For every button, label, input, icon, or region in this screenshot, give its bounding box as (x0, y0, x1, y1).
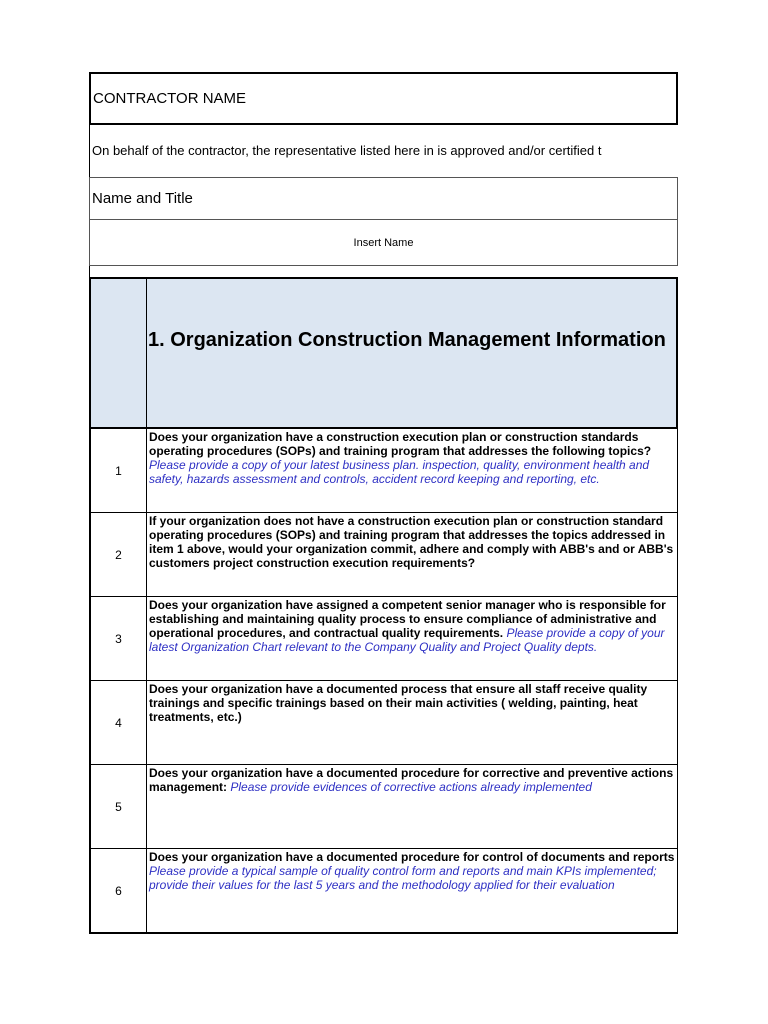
question-note: Please provide a copy of your latest business plan. inspection, quality, environment health and safety, hazards assessment and controls, accident record keeping and reporting, etc. (149, 458, 650, 486)
question-number: 4 (89, 681, 147, 765)
question-text-cell (147, 849, 678, 933)
question-text-cell (147, 429, 678, 513)
question-number: 5 (89, 765, 147, 849)
spacer-row (89, 266, 678, 277)
question-number: 6 (89, 849, 147, 933)
section-title: 1. Organization Construction Management Information (147, 277, 678, 429)
question-note: Please provide a typical sample of quality control form and reports and main KPIs implemented; provide their values for the last 5 years and the methodology applied for their evaluation (149, 864, 657, 892)
insert-name-placeholder: Insert Name (353, 236, 414, 249)
behalf-statement: On behalf of the contractor, the representative listed here in is approved and/or certified t (89, 125, 678, 177)
question-text: Does your organization have a documented process that ensure all staff receive quality trainings and specific trainings based on their main activities ( welding, painting, heat treatments, etc.) (149, 682, 648, 724)
question-text-cell (147, 765, 678, 849)
question-number: 1 (89, 429, 147, 513)
question-text-cell (147, 513, 678, 597)
table-bottom-border (89, 932, 678, 934)
question-number: 3 (89, 597, 147, 681)
question-number: 2 (89, 513, 147, 597)
contractor-name-field[interactable] (89, 72, 678, 125)
question-text-cell (147, 597, 678, 681)
question-note: Please provide evidences of corrective actions already implemented (230, 780, 592, 794)
question-text: Does your organization have a documented procedure for control of documents and reports (149, 850, 675, 864)
contractor-name-label: CONTRACTOR NAME (93, 90, 247, 107)
question-note: Please provide a copy of your latest Organization Chart relevant to the Company Quality and Project Quality depts. (149, 626, 665, 654)
question-text: Does your organization have a construction execution plan or construction standards operating procedures (SOPs) and training program that addresses the following topics? (149, 430, 652, 458)
question-text: If your organization does not have a construction execution plan or construction standard operating procedures (SOPs) and training program that addresses the topics addressed in item 1 above, would your organization commit, adhere and comply with ABB's and or ABB's customers project construction execution requirements? (149, 514, 674, 570)
insert-name-field[interactable] (89, 220, 678, 266)
name-title-label: Name and Title (89, 177, 678, 220)
question-text: Does your organization have a documented procedure for corrective and preventive actions management: (149, 766, 674, 794)
question-text-cell (147, 681, 678, 765)
question-text: Does your organization have assigned a competent senior manager who is responsible for establishing and maintaining quality process to ensure compliance of administrative and operational procedures, and contractual quality requirements. (149, 598, 666, 640)
section-number-cell (89, 277, 147, 429)
